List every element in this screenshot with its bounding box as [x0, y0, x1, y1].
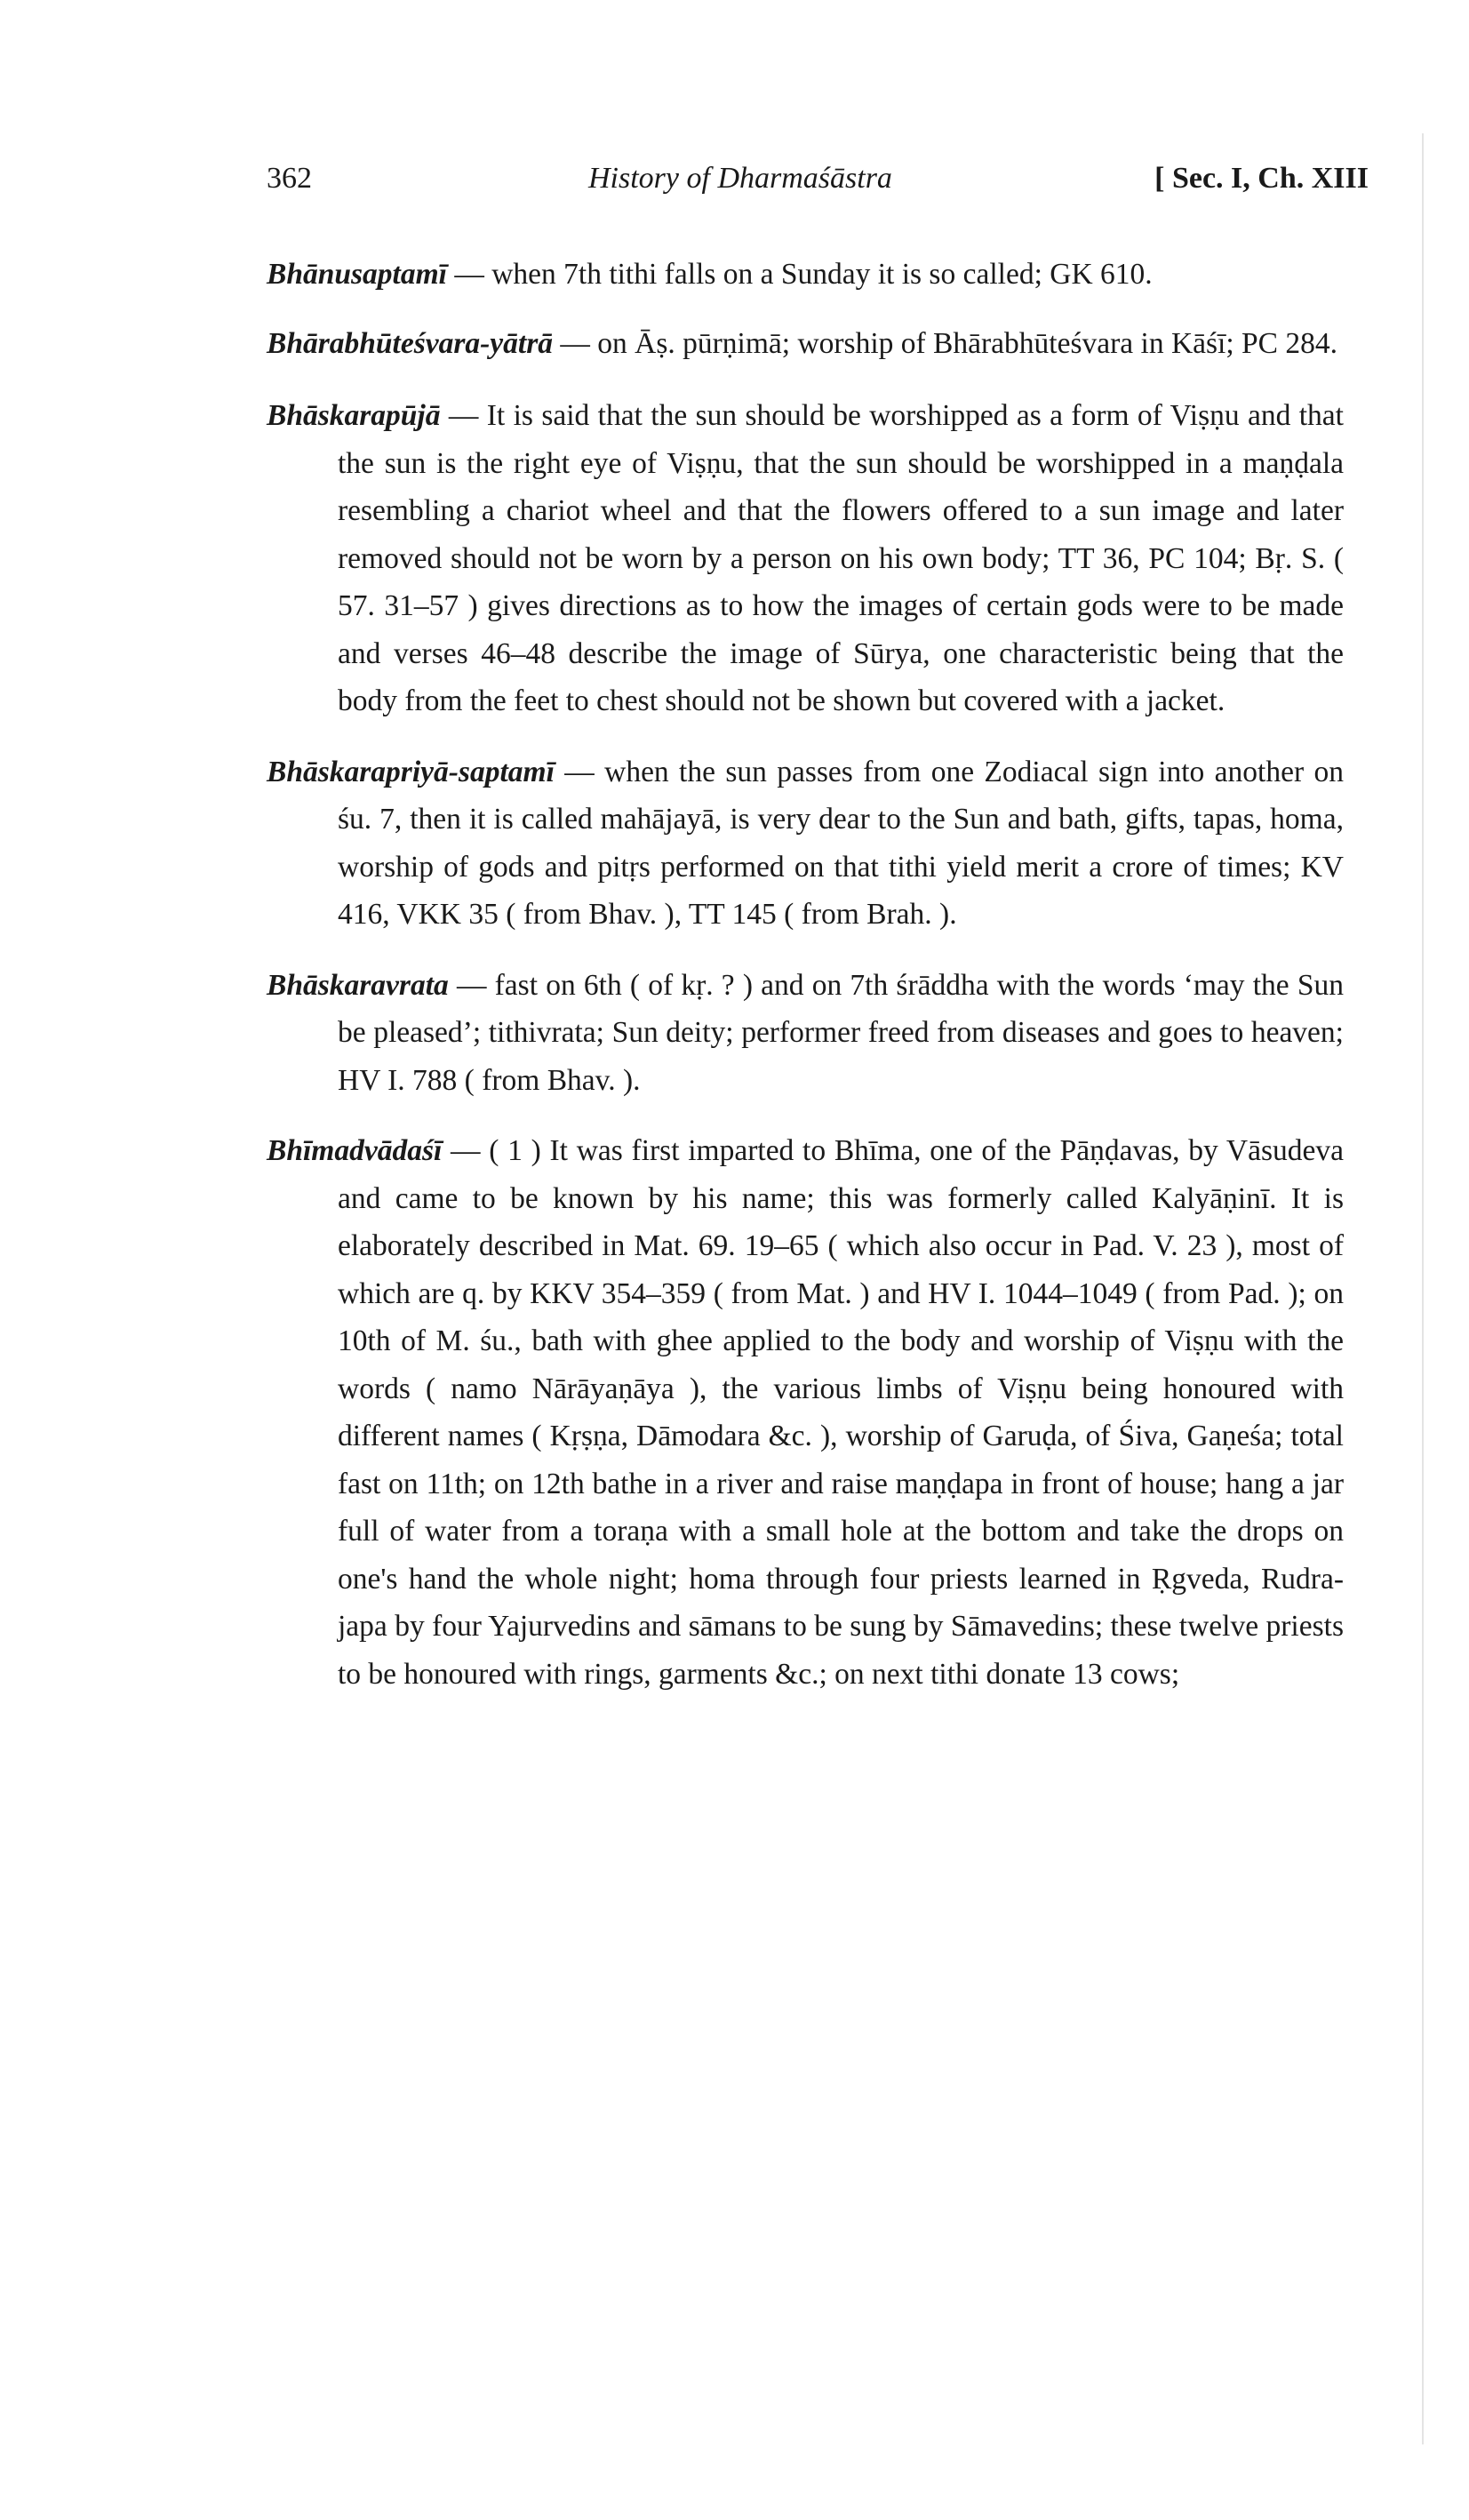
page-edge-shadow [1422, 133, 1424, 2444]
glossary-body [267, 251, 1344, 1698]
headword: Bhārabhūteśvara-yātrā [267, 326, 554, 360]
headword: Bhāskarapūjā [267, 399, 441, 432]
entry-text: — ( 1 ) It was first imparted to Bhīma, one of the Pāṇḍavas, by Vāsudeva and came to be known by his name; this was formerly called Kalyāṇinī. It is elaborately described in Mat. 69. 19–65 ( which also occur in Pad. V. 23 ), most of which are q. by KKV 354–359 ( from Mat. ) and HV I. 1044–1049 ( from Pad. ); on 10th of M. śu., bath with ghee applied to the body and worship of Viṣṇu with the words ( namo Nārāyaṇāya ), the various limbs of Viṣṇu being honoured with different names ( Kṛṣṇa, Dāmodara &c. ), worship of Garuḍa, of Śiva, Gaṇeśa; total fast on 11th; on 12th bathe in a river and raise maṇḍapa in front of house; hang a jar full of water from a toraṇa with a small hole at the bottom and take the drops on one's hand the whole night; homa through four priests learned in Ṛgveda, Rudra-japa by four Yajurvedins and sāmans to be sung by Sāmavedins; these twelve priests to be honoured with rings, garments &c.; on next tithi donate 13 cows; [338, 1134, 1344, 1691]
entry-text: — fast on 6th ( of kṛ. ? ) and on 7th śrāddha with the words ‘may the Sun be pleased’; tithivrata; Sun deity; performer freed from diseases and goes to heaven; HV I. 788 ( from Bhav. ). [338, 968, 1344, 1097]
headword: Bhāskaravrata [267, 968, 449, 1002]
running-header [267, 162, 1369, 204]
entry-bhaskaravrata [267, 962, 1344, 1105]
entry-text: — when 7th tithi falls on a Sunday it is so called; GK 610. [446, 258, 1153, 291]
headword: Bhāskarapriyā-saptamī [267, 755, 555, 788]
entry-text: — when the sun passes from one Zodiacal sign into another on śu. 7, then it is called mahājayā, is very dear to the Sun and bath, gifts, tapas, homa, worship of gods and pitṛs performed on that tithi yield merit a crore of times; KV 416, VKK 35 ( from Bhav. ), TT 145 ( from Brah. ). [338, 755, 1344, 931]
entry-bharabhutesvara-yatra [267, 320, 1344, 368]
entry-text: — It is said that the sun should be worshipped as a form of Viṣṇu and that the sun is the right eye of Viṣṇu, that the sun should be worshipped in a maṇḍala resembling a chariot wheel and that the flowers offered to a sun image and later removed should not be worn by a person on his own body; TT 36, PC 104; Bṛ. S. ( 57. 31–57 ) gives directions as to how the images of certain gods were to be made and verses 46–48 describe the image of Sūrya, one characteristic being that the body from the feet to chest should not be shown but covered with a jacket. [338, 399, 1344, 717]
headword: Bhānusaptamī [267, 258, 447, 291]
entry-bhanusaptami [267, 251, 1344, 299]
entry-bhimadvadasi [267, 1127, 1344, 1698]
entry-text: — on Āṣ. pūrṇimā; worship of Bhārabhūteśvara in Kāśī; PC 284. [553, 326, 1338, 360]
headword: Bhīmadvādaśī [267, 1134, 443, 1167]
page-number: 362 [267, 162, 312, 195]
entry-bhaskarapuja [267, 392, 1344, 725]
entry-bhaskarapriya-saptami [267, 748, 1344, 939]
section-reference: [ Sec. I, Ch. XIII [1154, 162, 1369, 195]
running-title: History of Dharmaśāstra [588, 162, 892, 195]
